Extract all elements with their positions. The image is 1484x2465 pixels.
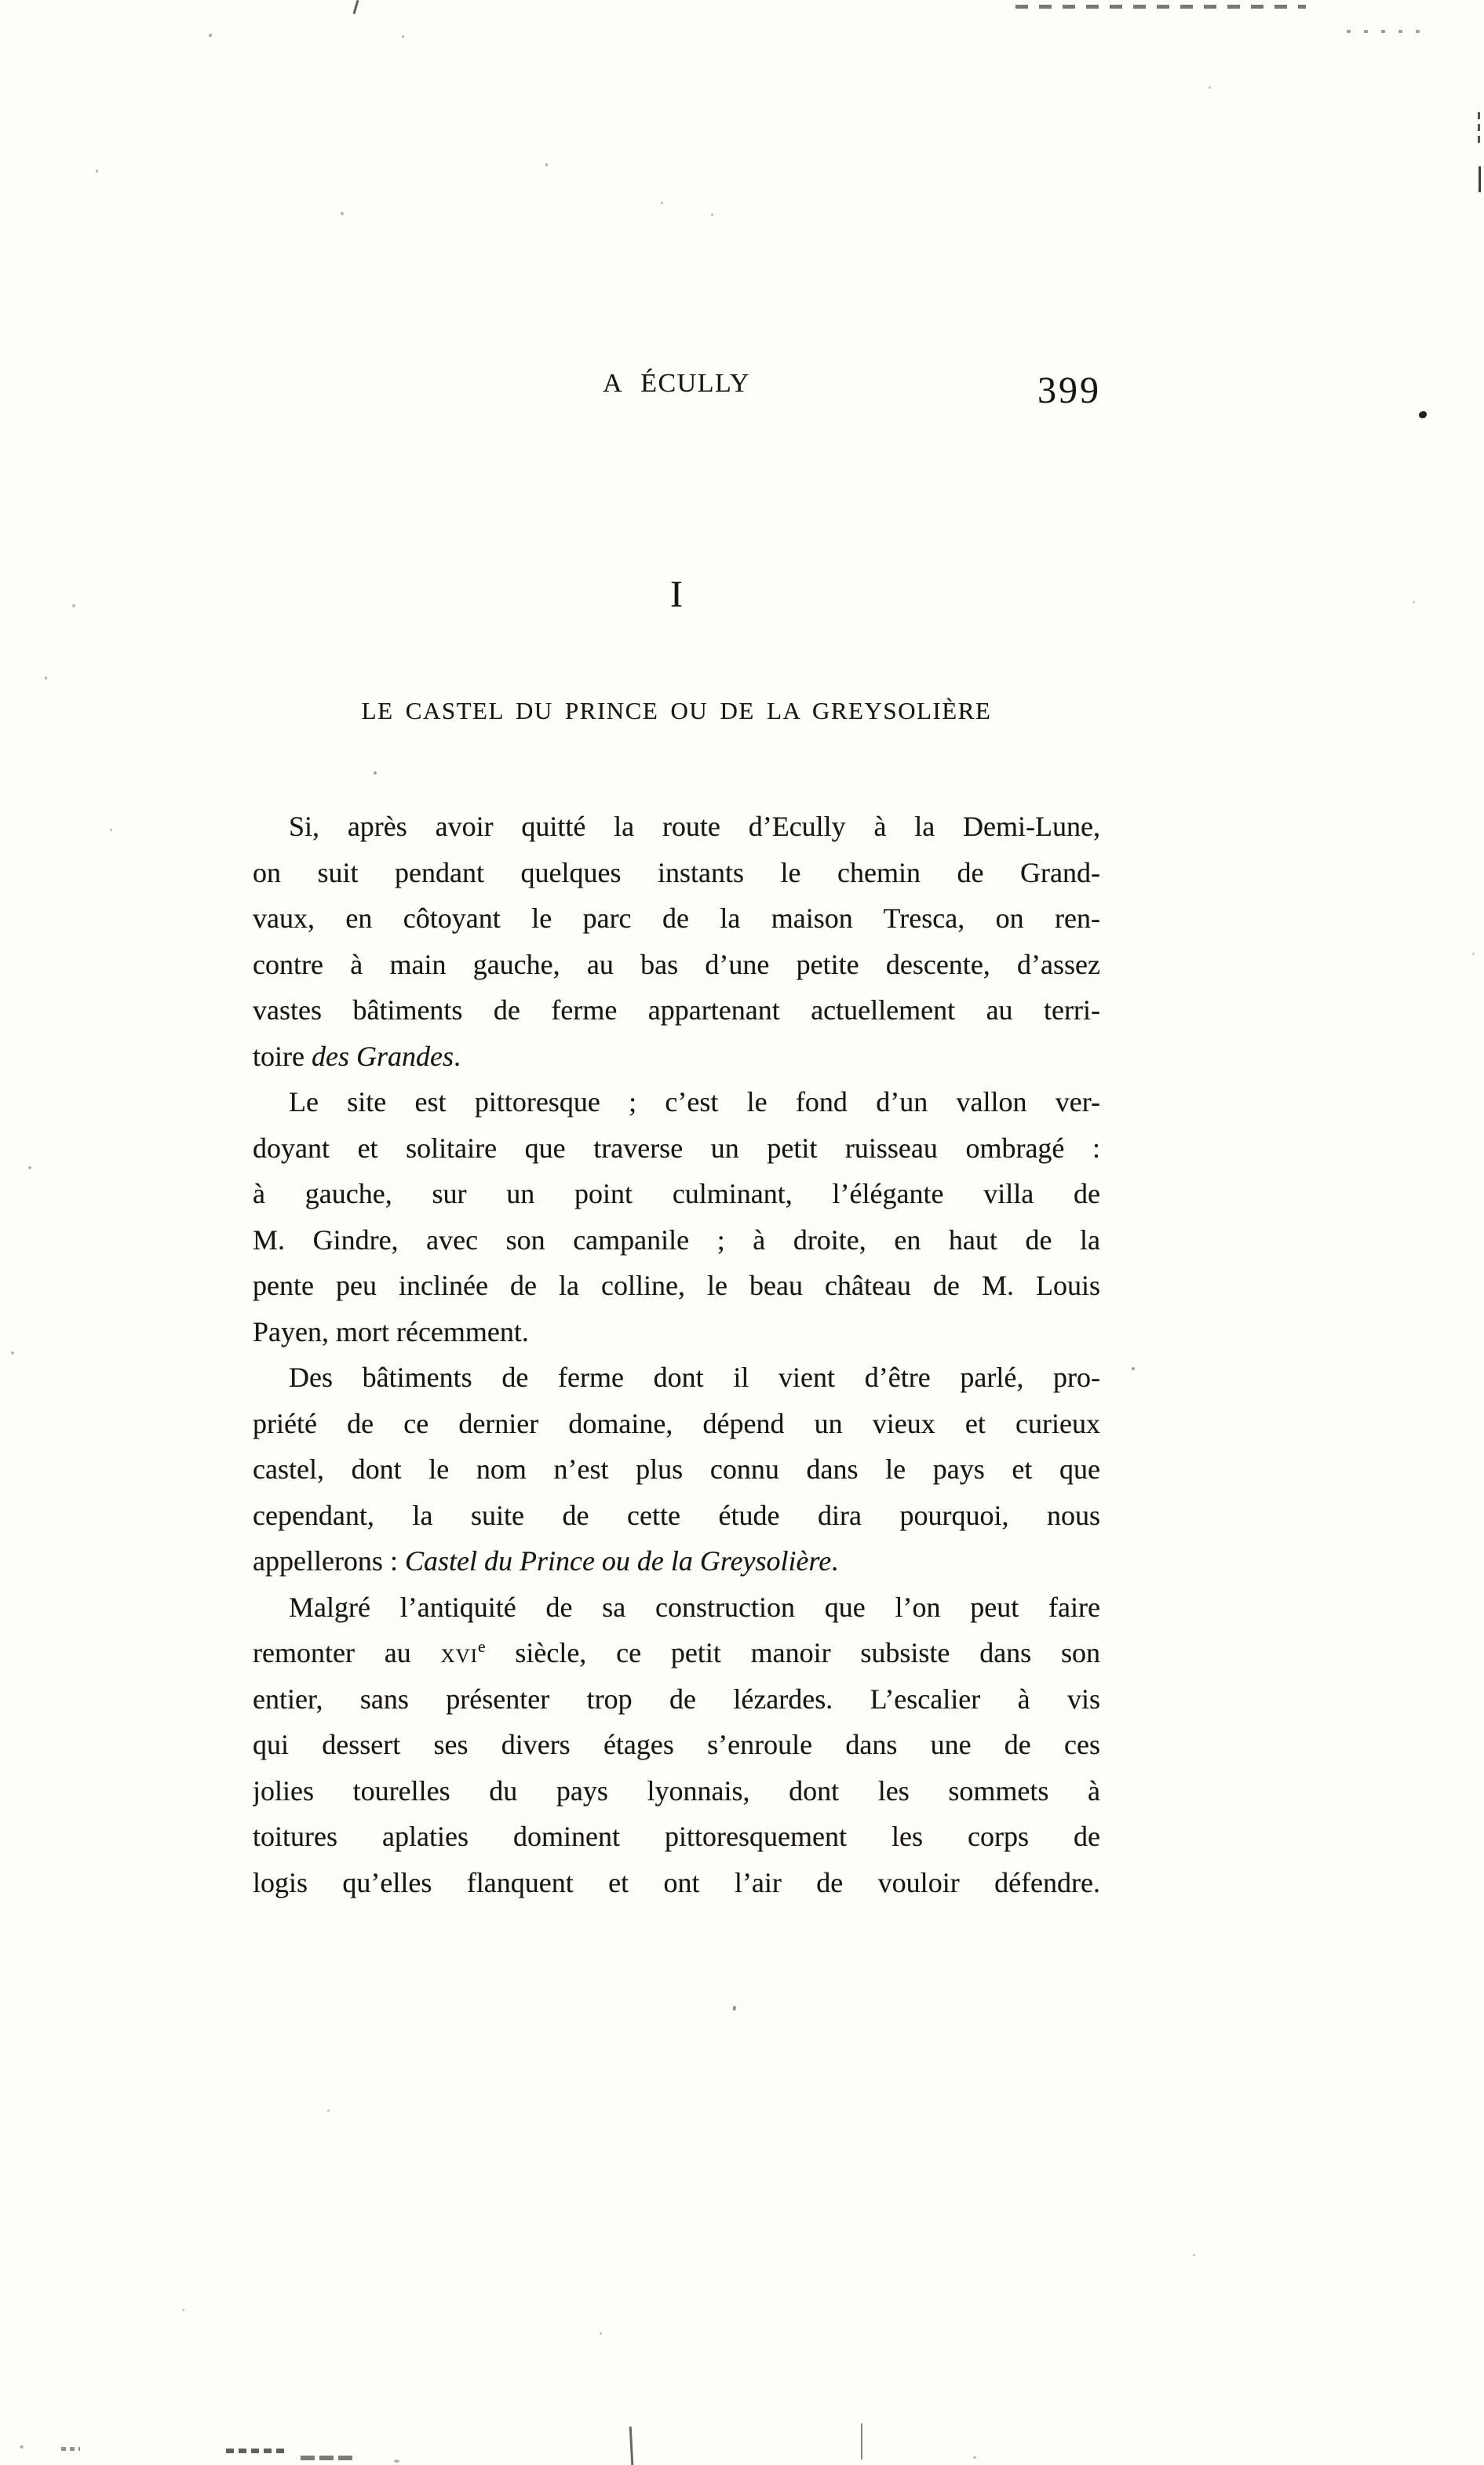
- text-segment: contre à main gauche, au bas d’une petite descente, d’assez: [253, 948, 1100, 980]
- text-segment: toitures aplaties dominent pittoresquement les corps de: [253, 1821, 1100, 1852]
- text-line: [253, 1125, 1100, 1172]
- text-segment: pente peu inclinée de la colline, le beau château de M. Louis: [253, 1270, 1100, 1301]
- scan-speck: [733, 2006, 736, 2011]
- scan-dashes-bottom: [226, 2449, 287, 2453]
- text-segment: Payen, mort récemment.: [253, 1315, 529, 1347]
- scan-speck: [72, 604, 75, 607]
- text-line: [253, 942, 1100, 988]
- text-line: [253, 1676, 1100, 1723]
- scan-speck: [45, 676, 47, 680]
- scan-dashed-line-right: [1478, 112, 1480, 147]
- text-segment: Le site est pittoresque ; c’est le fond d’un vallon ver-: [289, 1086, 1100, 1118]
- text-segment: doyant et solitaire que traverse un petit ruisseau ombragé :: [253, 1132, 1100, 1164]
- text-segment: cependant, la suite de cette étude dira pourquoi, nous: [253, 1499, 1100, 1531]
- text-line: [253, 804, 1100, 850]
- scan-dots-top-right: [1347, 30, 1433, 33]
- scan-speck: [110, 829, 112, 831]
- text-segment: .: [453, 1040, 461, 1072]
- text-line: [253, 1034, 1100, 1080]
- scan-dashes-top-right: [1015, 5, 1306, 9]
- scan-speck: [96, 170, 98, 173]
- text-line: [253, 1722, 1100, 1768]
- body-text: [253, 804, 1100, 1905]
- section-title: LE CASTEL DU PRINCE OU DE LA GREYSOLIÈRE: [361, 697, 992, 724]
- text-line: [253, 1630, 1100, 1676]
- scan-speck: [209, 34, 212, 37]
- text-segment: appellerons :: [253, 1545, 405, 1577]
- scan-speck: [1413, 601, 1415, 603]
- section-number: I: [670, 574, 683, 615]
- text-segment: qui dessert ses divers étages s’enroule dans une de ces: [253, 1729, 1100, 1760]
- text-line: [253, 987, 1100, 1034]
- paragraph: [253, 804, 1100, 1079]
- scan-speck: [1209, 86, 1211, 89]
- text-segment: castel, dont le nom n’est plus connu dans le pays et que: [253, 1453, 1100, 1485]
- scan-speck: [402, 35, 404, 38]
- scan-line-right: [1479, 166, 1481, 192]
- scan-speck: [545, 163, 548, 166]
- text-segment-smallcaps: xvi: [440, 1637, 478, 1668]
- text-segment: M. Gindre, avec son campanile ; à droite, en haut de la: [253, 1223, 1100, 1256]
- scan-speck: [600, 2332, 602, 2335]
- text-segment: Malgré l’antiquité de sa construction que l’on peut faire: [289, 1591, 1100, 1623]
- text-segment: jolies tourelles du pays lyonnais, dont les sommets à: [253, 1774, 1100, 1807]
- scan-speck: [28, 1166, 31, 1169]
- scan-dashes-bottom-left: [61, 2447, 80, 2451]
- scan-speck: [973, 2456, 976, 2459]
- text-segment: vaux, en côtoyant le parc de la maison Tresca, on ren-: [253, 902, 1100, 934]
- text-segment-italic: Castel du Prince ou de la Greysolière: [404, 1545, 832, 1577]
- scan-blob-right: [1419, 411, 1427, 418]
- scan-stroke-bottom-right: [861, 2423, 862, 2460]
- paragraph: [253, 1355, 1100, 1584]
- text-line: [253, 1401, 1100, 1447]
- text-line: [253, 850, 1100, 896]
- paragraph: [253, 1584, 1100, 1906]
- text-line: [253, 1860, 1100, 1906]
- text-line: [253, 1768, 1100, 1814]
- text-segment-italic: des Grandes: [311, 1040, 454, 1072]
- scan-slash-top: [353, 0, 359, 14]
- text-line: [253, 1538, 1100, 1584]
- scan-speck: [20, 2445, 24, 2449]
- scan-speck: [661, 202, 663, 204]
- text-segment: Si, après avoir quitté la route d’Ecully à la Demi-Lune,: [289, 811, 1100, 842]
- text-line: [253, 1079, 1100, 1125]
- text-line: [253, 1171, 1100, 1217]
- text-segment: toire: [253, 1040, 312, 1072]
- text-line: [253, 1217, 1100, 1263]
- text-line: [253, 1263, 1100, 1309]
- text-line: [253, 1493, 1100, 1539]
- paragraph: [253, 1079, 1100, 1355]
- text-line: [253, 1309, 1100, 1355]
- page-number: 399: [1037, 370, 1101, 411]
- scan-stroke-bottom-center: [629, 2427, 634, 2465]
- scan-underline-bottom: [301, 2456, 354, 2460]
- scan-speck: [1193, 2254, 1195, 2256]
- text-line: [253, 1814, 1100, 1860]
- scan-speck: [182, 2309, 184, 2311]
- text-line: [253, 1446, 1100, 1493]
- text-line: [253, 1584, 1100, 1631]
- text-segment: remonter au: [253, 1637, 441, 1668]
- text-segment: à gauche, sur un point culminant, l’élégante villa de: [253, 1178, 1100, 1209]
- scan-speck: [1132, 1367, 1135, 1370]
- running-title: A ÉCULLY: [603, 369, 750, 398]
- text-segment-sup: e: [477, 1637, 486, 1656]
- scan-speck: [394, 2460, 399, 2463]
- text-segment: on suit pendant quelques instants le chemin de Grand-: [253, 856, 1100, 888]
- text-segment: logis qu’elles flanquent et ont l’air de vouloir défendre.: [253, 1866, 1100, 1898]
- text-segment: priété de ce dernier domaine, dépend un vieux et curieux: [253, 1407, 1100, 1439]
- text-line: [253, 895, 1100, 942]
- text-segment: Des bâtiments de ferme dont il vient d’être parlé, pro-: [289, 1362, 1100, 1393]
- scan-speck: [327, 2109, 330, 2112]
- text-segment: vastes bâtiments de ferme appartenant actuellement au terri-: [253, 994, 1100, 1026]
- scan-speck: [374, 771, 377, 775]
- text-segment: entier, sans présenter trop de lézardes. L’escalier à vis: [253, 1683, 1100, 1715]
- text-segment: siècle, ce petit manoir subsiste dans son: [485, 1637, 1100, 1668]
- text-line: [253, 1355, 1100, 1401]
- scan-speck: [11, 1351, 14, 1355]
- text-segment: .: [831, 1545, 839, 1577]
- scan-speck: [1472, 953, 1475, 955]
- scan-speck: [711, 213, 713, 216]
- scan-speck: [341, 212, 344, 215]
